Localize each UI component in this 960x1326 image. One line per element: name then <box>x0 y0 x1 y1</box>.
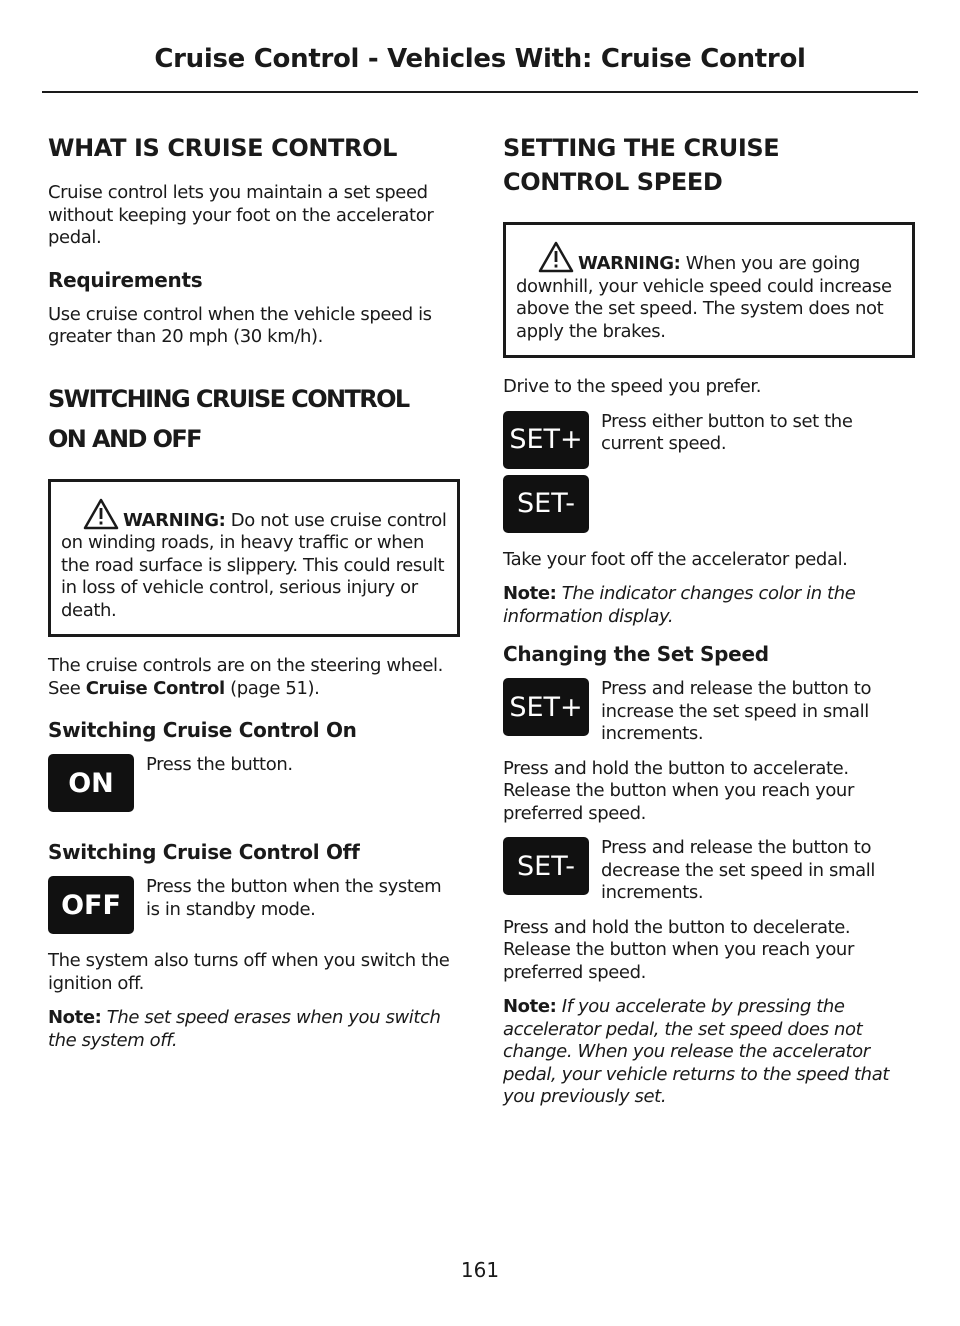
requirements-heading: Requirements <box>48 267 203 292</box>
ignition-paragraph: The system also turns off when you switch the ignition off. <box>48 950 450 994</box>
note-label: Note: <box>48 1007 102 1028</box>
warning-paragraph <box>61 498 449 623</box>
on-instruction: Press the button. <box>146 754 293 775</box>
warning-triangle-icon <box>83 498 119 530</box>
set-plus-button-icon: SET+ <box>503 411 589 469</box>
note-label: Note: <box>503 996 557 1017</box>
switching-on-heading: Switching Cruise Control On <box>48 718 357 742</box>
controls-location-paragraph <box>48 655 460 700</box>
note-text: The set speed erases when you switch the system off. <box>48 1007 441 1051</box>
warning-triangle-icon <box>538 241 574 273</box>
on-button-row <box>48 754 460 812</box>
right-column <box>503 132 915 1121</box>
off-instruction: Press the button when the system is in standby mode. <box>146 876 442 920</box>
controls-text-b: (page 51). <box>224 677 320 699</box>
accelerate-paragraph: Press and hold the button to accelerate. Release the button when you reach your preferred speed. <box>503 757 854 824</box>
set-minus-button-icon: SET- <box>503 475 589 533</box>
section-heading-setting-2: CONTROL SPEED <box>503 168 723 196</box>
press-either-instruction: Press either button to set the current speed. <box>601 410 853 454</box>
section-heading-setting-1: SETTING THE CRUISE <box>503 134 780 162</box>
note-text: The indicator changes color in the information display. <box>503 583 856 627</box>
off-button-icon: OFF <box>48 876 134 934</box>
set-plus-button-icon: SET+ <box>503 678 589 736</box>
warning-box-setting <box>503 222 915 358</box>
warning-text: When you are going downhill, your vehicle speed could increase above the set speed. The system does not apply the brakes. <box>516 253 892 342</box>
section-heading-switching-1: SWITCHING CRUISE CONTROL <box>48 384 409 413</box>
page-number: 161 <box>460 1258 500 1282</box>
decrease-row <box>503 837 915 905</box>
on-button-icon: ON <box>48 754 134 812</box>
controls-text-a: The cruise controls are on the steering wheel. See <box>48 655 443 699</box>
note-label: Note: <box>503 583 557 604</box>
header-divider <box>42 91 918 93</box>
warning-paragraph-setting <box>516 241 904 343</box>
increase-instruction: Press and release the button to increase the set speed in small increments. <box>601 678 872 744</box>
drive-paragraph: Drive to the speed you prefer. <box>503 376 762 397</box>
off-button-row <box>48 876 460 934</box>
note-switch-off <box>48 1007 460 1052</box>
changing-set-speed-heading: Changing the Set Speed <box>503 642 769 666</box>
note-accelerate <box>503 996 915 1109</box>
warning-text: Do not use cruise control on winding roads, in heavy traffic or when the road surface is slippery. This could result in loss of vehicle control, serious injury or death. <box>61 509 447 621</box>
section-heading-switching-2: ON AND OFF <box>48 424 201 453</box>
page-header-title: Cruise Control - Vehicles With: Cruise Control <box>154 44 806 74</box>
cruise-control-reference-link[interactable]: Cruise Control <box>85 677 225 699</box>
switching-off-heading: Switching Cruise Control Off <box>48 840 360 864</box>
warning-label: WARNING: <box>578 253 681 274</box>
decelerate-paragraph: Press and hold the button to decelerate. Release the button when you reach your preferred speed. <box>503 916 854 983</box>
warning-label: WARNING: <box>123 509 226 531</box>
set-buttons-row <box>503 411 915 533</box>
foot-off-paragraph: Take your foot off the accelerator pedal. <box>503 548 848 570</box>
section-heading-what-is: WHAT IS CRUISE CONTROL <box>48 134 397 162</box>
note-indicator <box>503 583 915 628</box>
warning-box-switching <box>48 479 460 638</box>
set-minus-button-icon: SET- <box>503 837 589 895</box>
increase-row <box>503 678 915 746</box>
note-text: If you accelerate by pressing the accelerator pedal, the set speed does not change. When you release the accelerator pedal, your vehicle returns to the speed that you previously set. <box>503 996 889 1107</box>
decrease-instruction: Press and release the button to decrease the set speed in small increments. <box>601 837 875 903</box>
left-column <box>48 132 460 1064</box>
what-is-paragraph: Cruise control lets you maintain a set speed without keeping your foot on the accelerator pedal. <box>48 182 434 248</box>
requirements-paragraph: Use cruise control when the vehicle speed is greater than 20 mph (30 km/h). <box>48 303 432 347</box>
